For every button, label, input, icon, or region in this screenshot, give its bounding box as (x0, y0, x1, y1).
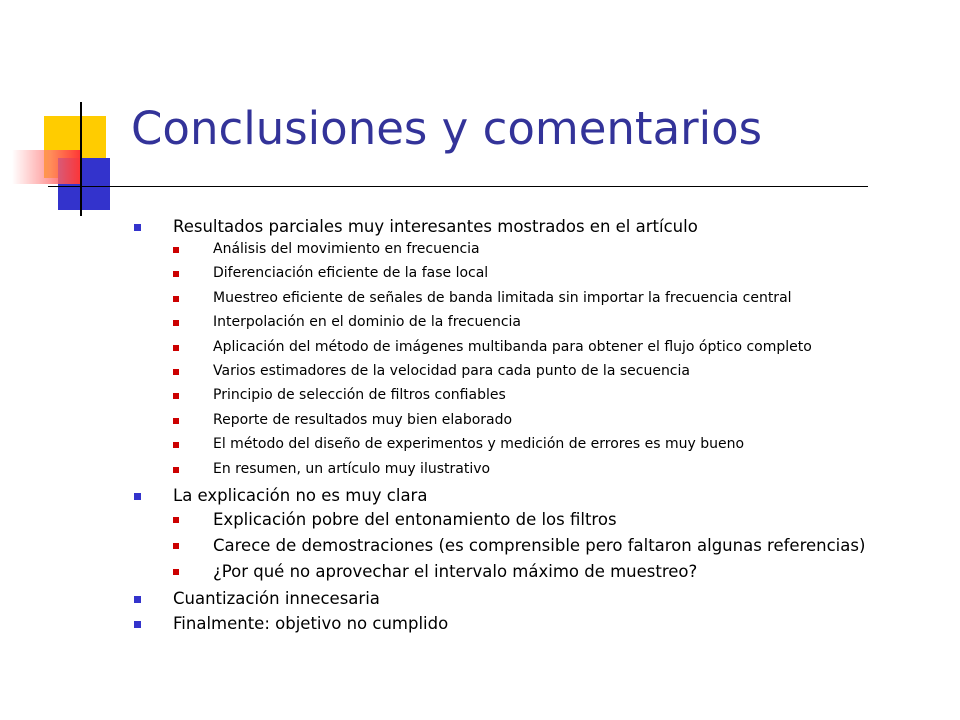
sub-bullet-item (173, 363, 934, 380)
sub-bullet-item (173, 562, 934, 582)
square-bullet-icon (173, 543, 179, 549)
decorative-red-bar (12, 150, 82, 184)
square-bullet-icon (173, 369, 179, 375)
sub-bullet-text: El método del diseño de experimentos y medición de errores es muy bueno (213, 436, 745, 453)
sub-bullet-item (173, 412, 934, 429)
sub-bullet-text: Análisis del movimiento en frecuencia (213, 241, 480, 257)
title-underline (48, 186, 868, 187)
sub-bullet-item (173, 536, 934, 556)
square-bullet-icon (173, 271, 179, 277)
bullet-text: Cuantización innecesaria (173, 588, 380, 608)
sub-bullet-text: Varios estimadores de la velocidad para cada punto de la secuencia (213, 362, 690, 379)
sub-bullet-item (173, 314, 934, 331)
bullet-item (134, 485, 934, 582)
square-bullet-icon (173, 569, 179, 575)
square-bullet-icon (173, 320, 179, 326)
square-bullet-icon (173, 393, 179, 399)
sub-bullet-item (173, 461, 934, 478)
square-bullet-icon (173, 247, 179, 253)
bullet-text: Resultados parciales muy interesantes mostrados en el artículo (173, 217, 698, 236)
square-bullet-icon (134, 596, 141, 603)
bullet-text: La explicación no es muy clara (173, 485, 428, 505)
sub-bullet-item (173, 241, 934, 258)
sub-bullet-list (173, 241, 934, 478)
sub-bullet-item (173, 290, 934, 307)
decorative-vertical-line (80, 102, 82, 216)
bullet-list (134, 216, 934, 638)
square-bullet-icon (173, 345, 179, 351)
sub-bullet-text: Carece de demostraciones (es comprensible pero faltaron algunas referencias) (213, 535, 866, 555)
sub-bullet-text: Reporte de resultados muy bien elaborado (213, 411, 513, 428)
sub-bullet-text: Diferenciación eficiente de la fase local (213, 265, 489, 282)
bullet-text: Finalmente: objetivo no cumplido (173, 613, 449, 633)
sub-bullet-text: Principio de selección de filtros confiables (213, 387, 506, 404)
square-bullet-icon (173, 467, 179, 473)
square-bullet-icon (173, 517, 179, 523)
sub-bullet-text: Explicación pobre del entonamiento de los filtros (213, 509, 617, 529)
sub-bullet-text: ¿Por qué no aprovechar el intervalo máximo de muestreo? (213, 561, 698, 581)
sub-bullet-list (173, 510, 934, 582)
bullet-item (134, 613, 934, 634)
bullet-item (134, 588, 934, 609)
sub-bullet-item (173, 265, 934, 282)
sub-bullet-item (173, 436, 934, 453)
sub-bullet-text: En resumen, un artículo muy ilustrativo (213, 460, 491, 477)
slide-title: Conclusiones y comentarios (131, 102, 763, 155)
square-bullet-icon (134, 224, 141, 231)
sub-bullet-item (173, 387, 934, 404)
sub-bullet-item (173, 339, 934, 356)
sub-bullet-text: Muestreo eficiente de señales de banda limitada sin importar la frecuencia central (213, 289, 792, 306)
square-bullet-icon (173, 296, 179, 302)
square-bullet-icon (134, 493, 141, 500)
square-bullet-icon (173, 418, 179, 424)
sub-bullet-text: Aplicación del método de imágenes multibanda para obtener el flujo óptico completo (213, 338, 812, 355)
bullet-item (134, 216, 934, 478)
square-bullet-icon (134, 621, 141, 628)
square-bullet-icon (173, 442, 179, 448)
sub-bullet-text: Interpolación en el dominio de la frecuencia (213, 314, 521, 331)
sub-bullet-item (173, 510, 934, 530)
